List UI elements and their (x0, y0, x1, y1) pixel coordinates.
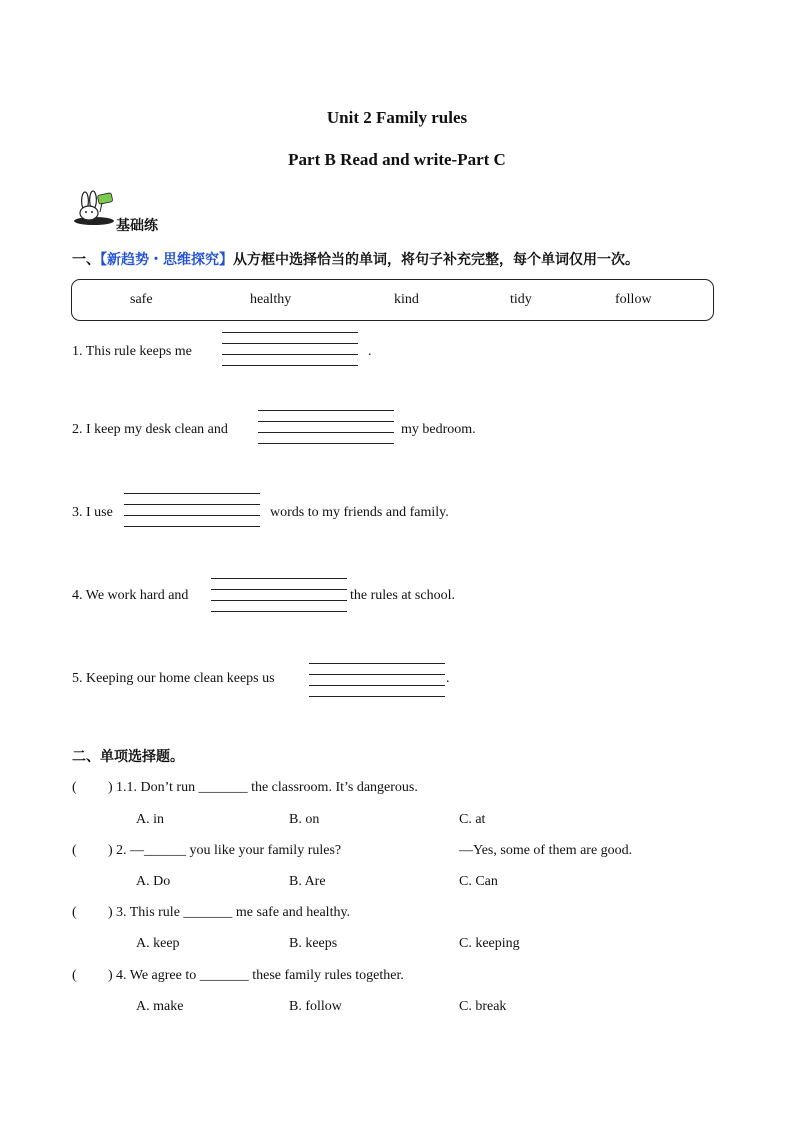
fill-question-3-end: words to my friends and family. (270, 505, 449, 520)
mc-option-c[interactable]: C. Can (459, 874, 498, 889)
answer-blank[interactable] (309, 661, 445, 697)
word-bank-item: kind (394, 292, 419, 307)
mc-question-1-stem: 1.1. Don’t run _______ the classroom. It’s dangerous. (116, 780, 418, 795)
word-bank-item: healthy (250, 292, 292, 307)
answer-paren-open: ( (72, 843, 77, 858)
mc-option-c[interactable]: C. break (459, 999, 507, 1014)
mc-question-3-stem: 3. This rule _______ me safe and healthy. (116, 905, 351, 920)
answer-blank[interactable] (211, 576, 347, 612)
answer-blank[interactable] (222, 330, 358, 366)
word-bank-item: follow (615, 292, 652, 307)
mc-option-b[interactable]: B. on (289, 812, 320, 827)
mc-option-c[interactable]: C. at (459, 812, 486, 827)
section1-heading (72, 249, 639, 269)
answer-paren-close: ) (108, 780, 113, 795)
mc-option-a[interactable]: A. make (136, 999, 184, 1014)
mc-question-2-response: —Yes, some of them are good. (459, 843, 633, 858)
mc-question-2-stem: 2. —______ you like your family rules? (116, 843, 342, 858)
answer-paren-open: ( (72, 905, 77, 920)
badge-label: 基础练 (116, 218, 158, 234)
answer-paren-close: ) (108, 843, 113, 858)
mc-option-a[interactable]: A. in (136, 812, 164, 827)
fill-question-2-end: my bedroom. (401, 422, 476, 437)
mc-option-a[interactable]: A. keep (136, 936, 180, 951)
mc-option-c[interactable]: C. keeping (459, 936, 520, 951)
word-bank-box (71, 279, 714, 321)
fill-question-5-end: . (446, 671, 450, 686)
page-subtitle: Part B Read and write-Part C (288, 150, 506, 169)
fill-question-1-text: 1. This rule keeps me (72, 344, 192, 359)
mc-option-b[interactable]: B. keeps (289, 936, 338, 951)
answer-blank[interactable] (124, 491, 260, 527)
mc-option-a[interactable]: A. Do (136, 874, 171, 889)
answer-paren-close: ) (108, 968, 113, 983)
word-bank-item: safe (130, 292, 153, 307)
fill-question-4-text: 4. We work hard and (72, 588, 189, 603)
answer-paren-open: ( (72, 780, 77, 795)
mc-question-4-stem: 4. We agree to _______ these family rules together. (116, 968, 404, 983)
answer-paren-open: ( (72, 968, 77, 983)
word-bank-item: tidy (510, 292, 532, 307)
mc-option-b[interactable]: B. follow (289, 999, 342, 1014)
fill-question-2-text: 2. I keep my desk clean and (72, 422, 228, 437)
section1-instruction: 从方框中选择恰当的单词，将句子补充完整，每个单词仅用一次。 (233, 252, 639, 268)
page-title: Unit 2 Family rules (326, 108, 468, 127)
section2-heading: 二、单项选择题。 (72, 749, 184, 765)
fill-question-1-end: . (368, 344, 372, 359)
bunny-icon (72, 190, 116, 226)
answer-paren-close: ) (108, 905, 113, 920)
fill-question-5-text: 5. Keeping our home clean keeps us (72, 671, 275, 686)
fill-question-4-end: the rules at school. (350, 588, 455, 603)
section1-tag: 【新趋势・思维探究】 (100, 252, 233, 268)
answer-blank[interactable] (258, 408, 394, 444)
mc-option-b[interactable]: B. Are (289, 874, 326, 889)
fill-question-3-text: 3. I use (72, 505, 113, 520)
section1-number: 一、 (72, 252, 100, 268)
